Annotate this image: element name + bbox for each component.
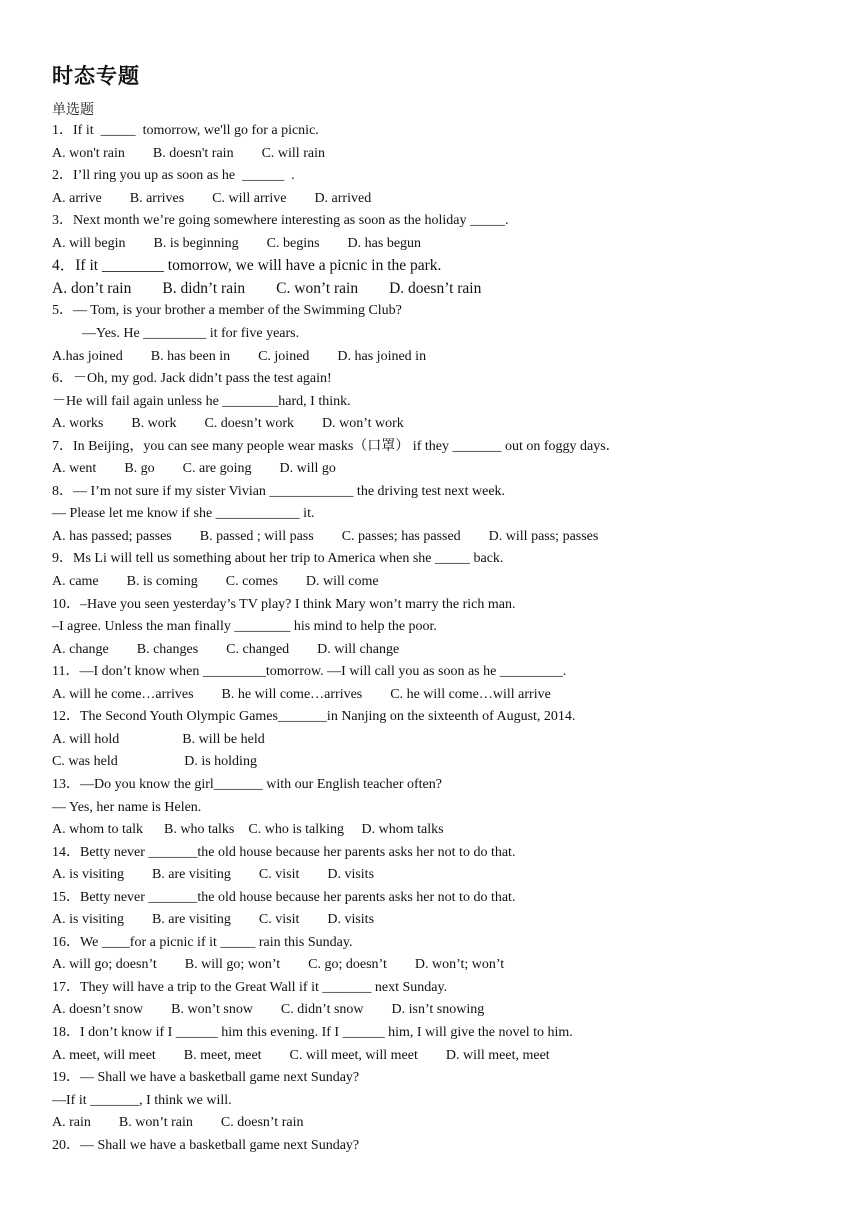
- question-line: 20．— Shall we have a basketball game next Sunday?: [52, 1137, 360, 1153]
- question-line: 3．Next month we’re going somewhere interesting as soon as the holiday _____.: [52, 213, 509, 229]
- answer-options: A. is visiting B. are visiting C. visit D. visits: [52, 867, 375, 883]
- answer-options: A. will begin B. is beginning C. begins D. has begun: [52, 235, 422, 251]
- question-line: 6．－Oh, my god. Jack didn’t pass the test again!: [52, 371, 332, 387]
- question-line: — Please let me know if she ____________ it.: [52, 506, 315, 522]
- question-line: －He will fail again unless he ________hard, I think.: [52, 393, 351, 409]
- question-line: 10．–Have you seen yesterday’s TV play? I think Mary won’t marry the rich man.: [52, 596, 516, 612]
- question-line: –I agree. Unless the man finally ________ his mind to help the poor.: [52, 619, 437, 635]
- question-line: 12．The Second Youth Olympic Games_______in Nanjing on the sixteenth of August, 2014.: [52, 709, 576, 725]
- question-line: 4．If it ________ tomorrow, we will have a picnic in the park.: [52, 257, 442, 275]
- answer-options: A. has passed; passes B. passed ; will pass C. passes; has passed D. will pass; passes: [52, 528, 599, 544]
- answer-options: A. works B. work C. doesn’t work D. won’t work: [52, 416, 404, 432]
- question-line: 2．I’ll ring you up as soon as he ______ .: [52, 168, 295, 184]
- answer-options: A. is visiting B. are visiting C. visit D. visits: [52, 912, 375, 928]
- answer-options: A. whom to talk B. who talks C. who is talking D. whom talks: [52, 822, 444, 838]
- question-line: —Yes. He _________ it for five years.: [82, 325, 300, 341]
- answer-options: A.has joined B. has been in C. joined D. has joined in: [52, 348, 427, 364]
- question-line: 14．Betty never _______the old house because her parents asks her not to do that.: [52, 844, 516, 860]
- question-line: 7．In Beijing，you can see many people wear masks（口罩） if they _______ out on foggy days．: [52, 438, 620, 454]
- answer-options: A. doesn’t snow B. won’t snow C. didn’t snow D. isn’t snowing: [52, 1002, 485, 1018]
- question-line: 1．If it _____ tomorrow, we'll go for a picnic.: [52, 123, 319, 138]
- answer-options: A. will hold B. will be held: [52, 731, 265, 747]
- answer-options: A. rain B. won’t rain C. doesn’t rain: [52, 1115, 304, 1131]
- answer-options: A. meet, will meet B. meet, meet C. will meet, will meet D. will meet, meet: [52, 1047, 550, 1063]
- question-line: 8．— I’m not sure if my sister Vivian ____________ the driving test next week.: [52, 483, 506, 499]
- question-line: 16．We ____for a picnic if it _____ rain this Sunday.: [52, 934, 353, 950]
- question-line: 17．They will have a trip to the Great Wall if it _______ next Sunday.: [52, 979, 448, 995]
- answer-options: A. won't rain B. doesn't rain C. will rain: [52, 145, 325, 161]
- answer-options: A. don’t rain B. didn’t rain C. won’t rain D. doesn’t rain: [52, 279, 482, 297]
- page-title: 时态专题: [52, 64, 140, 88]
- answer-options: C. was held D. is holding: [52, 754, 257, 770]
- question-line: 18．I don’t know if I ______ him this evening. If I ______ him, I will give the novel to him.: [52, 1025, 573, 1040]
- question-line: 19．— Shall we have a basketball game next Sunday?: [52, 1070, 360, 1086]
- answer-options: A. will go; doesn’t B. will go; won’t C. go; doesn’t D. won’t; won’t: [52, 957, 505, 973]
- answer-options: A. went B. go C. are going D. will go: [52, 461, 336, 477]
- question-line: — Yes, her name is Helen.: [52, 799, 202, 815]
- answer-options: A. will he come…arrives B. he will come…arrives C. he will come…will arrive: [52, 686, 551, 702]
- question-line: 15．Betty never _______the old house because her parents asks her not to do that.: [52, 889, 516, 905]
- question-line: —If it _______, I think we will.: [52, 1092, 232, 1108]
- answer-options: A. came B. is coming C. comes D. will come: [52, 574, 379, 589]
- question-line: 11．—I don’t know when _________tomorrow. —I will call you as soon as he _________.: [52, 664, 567, 680]
- question-line: 9．Ms Li will tell us something about her trip to America when she _____ back.: [52, 551, 504, 567]
- answer-options: A. arrive B. arrives C. will arrive D. arrived: [52, 190, 372, 206]
- section-heading: 单选题: [52, 102, 94, 118]
- answer-options: A. change B. changes C. changed D. will change: [52, 641, 400, 657]
- question-line: 13．—Do you know the girl_______ with our English teacher often?: [52, 776, 442, 792]
- question-line: 5．— Tom, is your brother a member of the Swimming Club?: [52, 303, 402, 319]
